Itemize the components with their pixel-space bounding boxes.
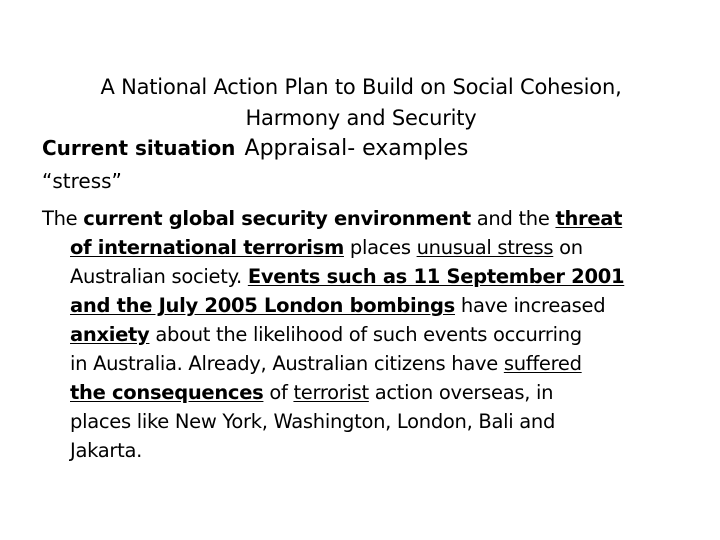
body-text: The — [42, 207, 84, 230]
body-underlined: terrorist — [293, 381, 369, 404]
body-bold-underlined: anxiety — [70, 323, 150, 346]
body-text: on — [553, 236, 583, 259]
body-line-1 — [42, 204, 682, 233]
body-line-9 — [42, 436, 682, 465]
appraisal-label: Appraisal- examples — [244, 136, 469, 161]
body-text: places — [343, 236, 417, 259]
body-line-2 — [42, 233, 682, 262]
body-bold-underlined: Events such as 11 September 2001 — [247, 265, 625, 288]
body-text: have increased — [455, 294, 606, 317]
body-text: Australian society. — [70, 265, 248, 288]
body-bold: current global security environment — [83, 207, 471, 230]
body-paragraph — [42, 204, 682, 465]
body-bold-underlined: of international terrorism — [70, 236, 344, 259]
body-text: Jakarta. — [70, 439, 143, 462]
stress-label: “stress” — [42, 169, 122, 193]
title-line-2: Harmony and Security — [245, 106, 477, 130]
current-situation-label: Current situation — [42, 136, 236, 160]
situation-row — [42, 136, 468, 161]
title-line-1: A National Action Plan to Build on Social Cohesion, — [100, 75, 622, 99]
body-bold-underlined: and the July 2005 London bombings — [70, 294, 455, 317]
body-text: in Australia. Already, Australian citizens have — [70, 352, 504, 375]
body-text: of — [263, 381, 294, 404]
body-bold-underlined: threat — [555, 207, 623, 230]
body-line-5 — [42, 320, 682, 349]
body-text: places like New York, Washington, London, Bali and — [70, 410, 556, 433]
body-bold-underlined: the consequences — [70, 381, 264, 404]
body-line-8 — [42, 407, 682, 436]
body-text: about the likelihood of such events occurring — [149, 323, 582, 346]
body-underlined: unusual stress — [416, 236, 554, 259]
body-line-3 — [42, 262, 682, 291]
body-text: and the — [470, 207, 556, 230]
body-line-6 — [42, 349, 682, 378]
body-line-4 — [42, 291, 682, 320]
body-text: action overseas, in — [368, 381, 554, 404]
body-underlined: suffered — [503, 352, 582, 375]
slide-title — [45, 72, 677, 134]
body-line-7 — [42, 378, 682, 407]
